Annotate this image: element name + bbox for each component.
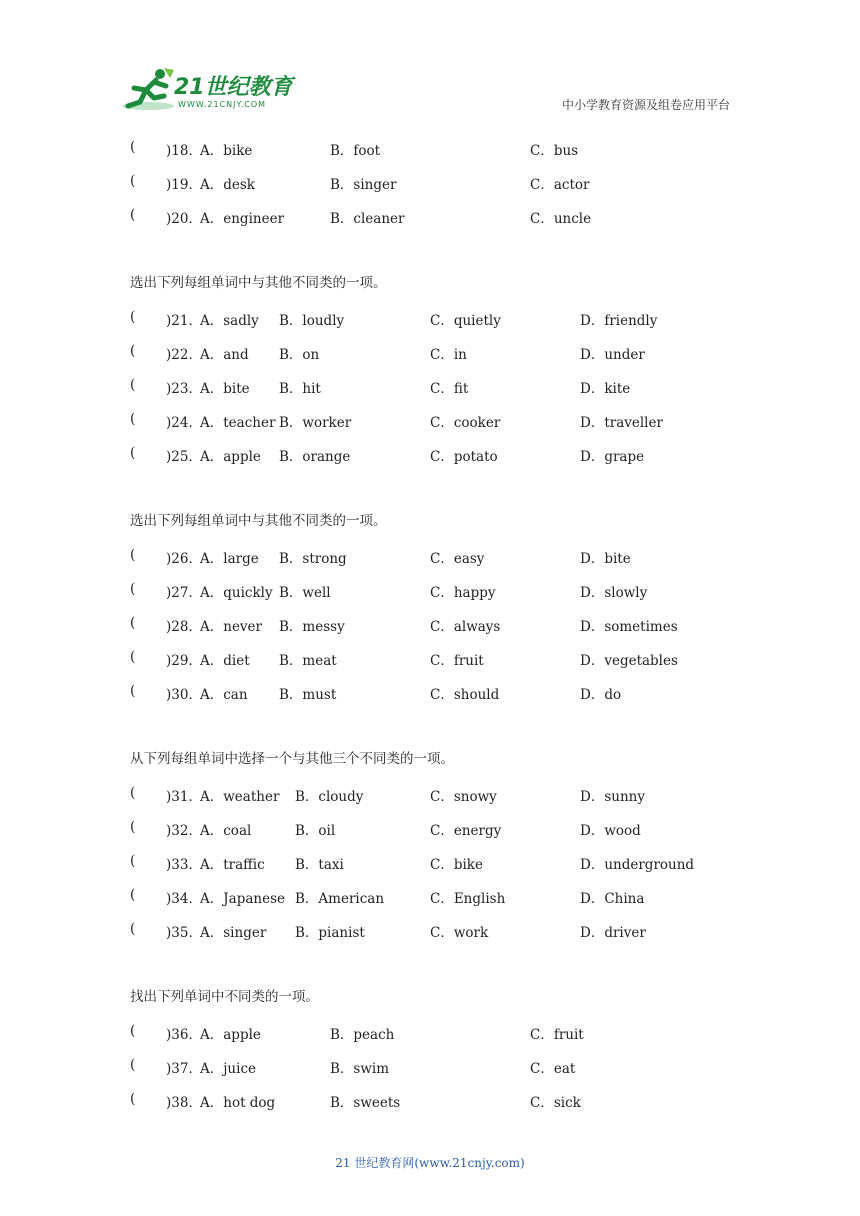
question-section: [130, 946, 730, 1116]
option-b: B．sweets: [330, 1095, 401, 1111]
option-d: D．slowly: [580, 585, 648, 601]
option-d: D．under: [580, 347, 645, 363]
option-c: C．fruit: [430, 653, 484, 669]
option-b: B．strong: [279, 551, 347, 567]
answer-blank[interactable]: (: [130, 547, 136, 563]
answer-blank[interactable]: (: [130, 377, 136, 393]
option-c: C．quietly: [430, 313, 501, 329]
option-b: B．must: [279, 687, 337, 703]
option-d: D．vegetables: [580, 653, 678, 669]
question-row: [130, 1048, 730, 1082]
option-c: C．in: [430, 347, 467, 363]
option-b: B．cloudy: [295, 789, 364, 805]
option-a: A．bite: [200, 381, 250, 397]
option-c: C．bus: [530, 143, 579, 159]
option-a: A．coal: [200, 823, 252, 839]
option-a: A．weather: [200, 789, 280, 805]
question-number: )28．: [166, 619, 202, 635]
option-d: D．underground: [580, 857, 695, 873]
answer-blank[interactable]: (: [130, 343, 136, 359]
runner-icon: [120, 66, 176, 114]
option-c: C．cooker: [430, 415, 501, 431]
question-number: )29．: [166, 653, 202, 669]
question-row: [130, 1014, 730, 1048]
question-section: [130, 130, 730, 232]
answer-blank[interactable]: (: [130, 445, 136, 461]
option-c: C．sick: [530, 1095, 581, 1111]
option-b: B．oil: [295, 823, 336, 839]
option-c: C．fit: [430, 381, 469, 397]
option-c: C．happy: [430, 585, 496, 601]
question-row: [130, 538, 730, 572]
question-number: )30．: [166, 687, 202, 703]
option-b: B．taxi: [295, 857, 344, 873]
question-row: [130, 810, 730, 844]
question-number: )25．: [166, 449, 202, 465]
answer-blank[interactable]: (: [130, 649, 136, 665]
option-c: C．work: [430, 925, 489, 941]
logo-text: 21世纪教育: [174, 75, 293, 100]
section-gap: [130, 470, 730, 504]
answer-blank[interactable]: (: [130, 309, 136, 325]
option-a: A．hot dog: [200, 1095, 276, 1111]
question-number: )38．: [166, 1095, 202, 1111]
option-a: A．diet: [200, 653, 250, 669]
question-row: [130, 402, 730, 436]
question-row: [130, 198, 730, 232]
option-b: B．swim: [330, 1061, 390, 1077]
question-number: )27．: [166, 585, 202, 601]
option-d: D．do: [580, 687, 622, 703]
question-list: [130, 130, 730, 1116]
section-title: 找出下列单词中不同类的一项。: [130, 989, 319, 1005]
option-c: C．uncle: [530, 211, 592, 227]
option-d: D．sunny: [580, 789, 645, 805]
question-row: [130, 674, 730, 708]
section-title: 选出下列每组单词中与其他不同类的一项。: [130, 275, 387, 291]
question-row: [130, 300, 730, 334]
question-number: )35．: [166, 925, 202, 941]
section-gap: [130, 708, 730, 742]
question-row: [130, 436, 730, 470]
option-b: B．on: [279, 347, 320, 363]
option-d: D．grape: [580, 449, 645, 465]
option-d: D．wood: [580, 823, 641, 839]
question-row: [130, 368, 730, 402]
question-number: )22．: [166, 347, 202, 363]
option-a: A．apple: [200, 449, 261, 465]
option-b: B．loudly: [279, 313, 345, 329]
question-number: )26．: [166, 551, 202, 567]
option-a: A．bike: [200, 143, 253, 159]
option-d: D．traveller: [580, 415, 663, 431]
option-a: A．apple: [200, 1027, 261, 1043]
option-a: A．large: [200, 551, 259, 567]
option-c: C．snowy: [430, 789, 497, 805]
question-section: [130, 470, 730, 708]
question-number: )33．: [166, 857, 202, 873]
option-a: A．Japanese: [200, 891, 286, 907]
answer-blank[interactable]: (: [130, 1057, 136, 1073]
option-a: A．sadly: [200, 313, 259, 329]
question-number: )19．: [166, 177, 202, 193]
option-d: D．friendly: [580, 313, 658, 329]
option-b: B．singer: [330, 177, 397, 193]
header-tagline: 中小学教育资源及组卷应用平台: [561, 98, 730, 112]
question-number: )34．: [166, 891, 202, 907]
option-d: D．kite: [580, 381, 631, 397]
logo-subtext: WWW.21CNJY.COM: [178, 100, 267, 109]
option-b: B．cleaner: [330, 211, 405, 227]
option-c: C．easy: [430, 551, 485, 567]
question-row: [130, 334, 730, 368]
answer-blank[interactable]: (: [130, 1091, 136, 1107]
option-a: A．singer: [200, 925, 267, 941]
question-row: [130, 572, 730, 606]
answer-blank[interactable]: (: [130, 887, 136, 903]
option-a: A．juice: [200, 1061, 256, 1077]
question-section: [130, 708, 730, 946]
answer-blank[interactable]: (: [130, 411, 136, 427]
option-b: B．meat: [279, 653, 337, 669]
answer-blank[interactable]: (: [130, 615, 136, 631]
question-section: [130, 232, 730, 470]
question-number: )24．: [166, 415, 202, 431]
question-row: [130, 1082, 730, 1116]
option-d: D．driver: [580, 925, 646, 941]
question-number: )23．: [166, 381, 202, 397]
page-header: [0, 0, 860, 130]
option-d: D．China: [580, 891, 645, 907]
option-b: B．foot: [330, 143, 381, 159]
option-d: D．sometimes: [580, 619, 678, 635]
section-title: 从下列每组单词中选择一个与其他三个不同类的一项。: [130, 751, 454, 767]
option-c: C．always: [430, 619, 501, 635]
answer-blank[interactable]: (: [130, 785, 136, 801]
answer-blank[interactable]: (: [130, 139, 136, 155]
question-row: [130, 878, 730, 912]
answer-blank[interactable]: (: [130, 207, 136, 223]
question-row: [130, 606, 730, 640]
option-c: C．potato: [430, 449, 498, 465]
option-b: B．orange: [279, 449, 351, 465]
option-b: B．messy: [279, 619, 345, 635]
answer-blank[interactable]: (: [130, 173, 136, 189]
question-number: )21．: [166, 313, 202, 329]
option-a: A．engineer: [200, 211, 285, 227]
question-number: )18．: [166, 143, 202, 159]
section-gap: [130, 946, 730, 980]
question-number: )31．: [166, 789, 202, 805]
answer-blank[interactable]: (: [130, 1023, 136, 1039]
option-c: C．English: [430, 891, 506, 907]
option-c: C．should: [430, 687, 500, 703]
option-a: A．desk: [200, 177, 255, 193]
question-row: [130, 776, 730, 810]
page-footer: 21 世纪教育网(www.21cnjy.com): [335, 1156, 525, 1170]
option-c: C．eat: [530, 1061, 576, 1077]
question-row: [130, 640, 730, 674]
question-row: [130, 130, 730, 164]
option-b: B．worker: [279, 415, 352, 431]
section-title: 选出下列每组单词中与其他不同类的一项。: [130, 513, 387, 529]
logo: [120, 66, 300, 118]
option-a: A．quickly: [200, 585, 273, 601]
option-b: B．pianist: [295, 925, 365, 941]
answer-blank[interactable]: (: [130, 921, 136, 937]
option-b: B．hit: [279, 381, 321, 397]
answer-blank[interactable]: (: [130, 819, 136, 835]
question-number: )37．: [166, 1061, 202, 1077]
question-row: [130, 912, 730, 946]
question-number: )20．: [166, 211, 202, 227]
answer-blank[interactable]: (: [130, 581, 136, 597]
question-number: )32．: [166, 823, 202, 839]
answer-blank[interactable]: (: [130, 853, 136, 869]
question-row: [130, 844, 730, 878]
option-c: C．fruit: [530, 1027, 584, 1043]
option-d: D．bite: [580, 551, 631, 567]
option-b: B．peach: [330, 1027, 395, 1043]
question-row: [130, 164, 730, 198]
option-c: C．actor: [530, 177, 590, 193]
question-number: )36．: [166, 1027, 202, 1043]
section-gap: [130, 232, 730, 266]
option-a: A．traffic: [200, 857, 265, 873]
option-a: A．teacher: [200, 415, 276, 431]
option-c: C．energy: [430, 823, 502, 839]
answer-blank[interactable]: (: [130, 683, 136, 699]
option-a: A．and: [200, 347, 249, 363]
option-c: C．bike: [430, 857, 483, 873]
option-a: A．can: [200, 687, 248, 703]
option-b: B．well: [279, 585, 331, 601]
option-a: A．never: [200, 619, 263, 635]
option-b: B．American: [295, 891, 385, 907]
